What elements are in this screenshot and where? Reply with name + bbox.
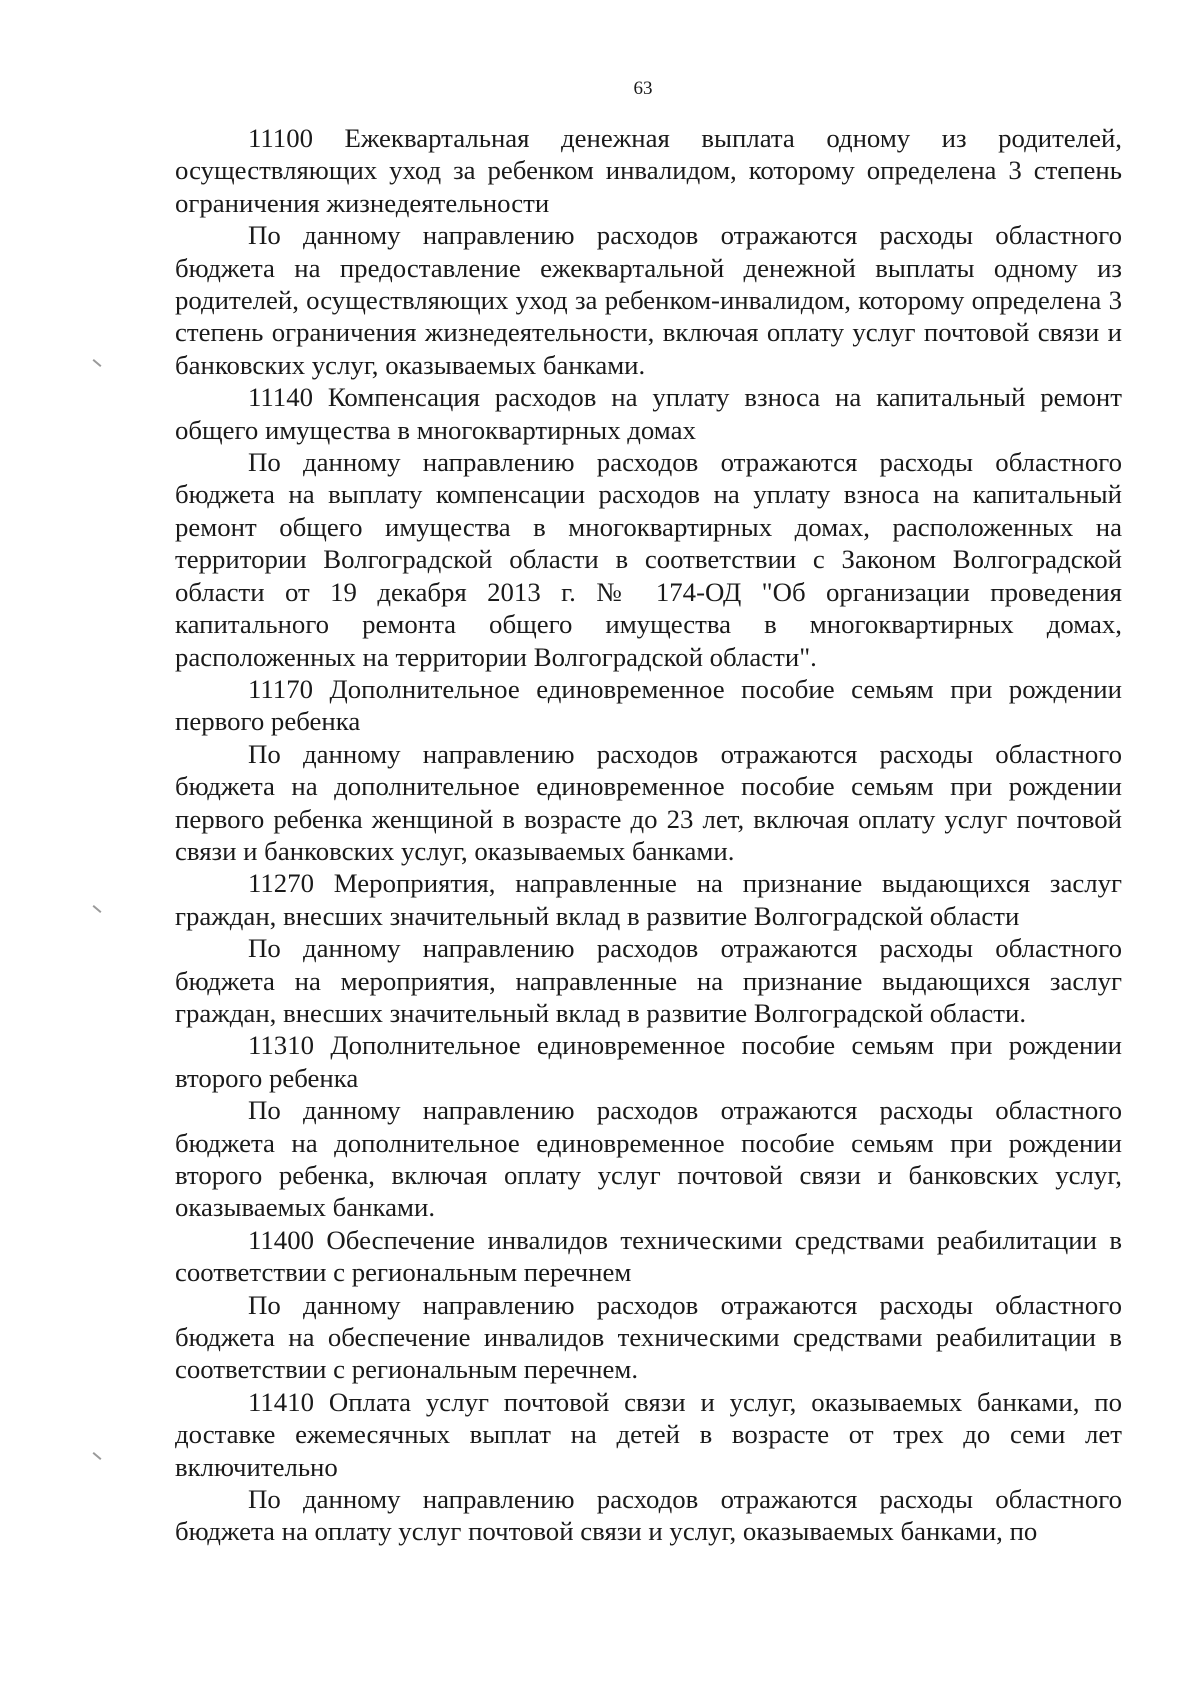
page-number: 63	[633, 78, 653, 99]
section-heading-11310: 11310 Дополнительное единовременное пособие семьям при рождении второго ребенка	[175, 1030, 1122, 1093]
section-paragraph-11100: По данному направлению расходов отражаются расходы областного бюджета на предоставление ежеквартальной денежной выплаты одному из родителей, осуществляющих уход за ребенком-инвалидом, которому определена 3 степень ограничения жизнедеятельности, включая оплату услуг почтовой связи и банковских услуг, оказываемых банками.	[175, 220, 1122, 380]
section-heading-11400: 11400 Обеспечение инвалидов техническими средствами реабилитации в соответствии с региональным перечнем	[175, 1224, 1122, 1288]
scan-artifact	[93, 905, 102, 913]
section-paragraph-11140: По данному направлению расходов отражаются расходы областного бюджета на выплату компенсации расходов на уплату взноса на капитальный ремонт общего имущества в многоквартирных домах, расположенных на территории Волгоградской области в соответствии с Законом Волгоградской области от 19 декабря 2013 г. № 174-ОД "Об организации проведения капитального ремонта общего имущества в многоквартирных домах, расположенных на территории Волгоградской области".	[175, 447, 1122, 672]
section-paragraph-11310: По данному направлению расходов отражаются расходы областного бюджета на дополнительное единовременное пособие семьям при рождении второго ребенка, включая оплату услуг почтовой связи и банковских услуг, оказываемых банками.	[175, 1095, 1122, 1223]
section-heading-11170: 11170 Дополнительное единовременное пособие семьям при рождении первого ребенка	[175, 673, 1122, 737]
section-paragraph-11170: По данному направлению расходов отражаются расходы областного бюджета на дополнительное единовременное пособие семьям при рождении первого ребенка женщиной в возрасте до 23 лет, включая оплату услуг почтовой связи и банковских услуг, оказываемых банками.	[175, 738, 1122, 866]
scan-artifact	[93, 359, 102, 367]
section-paragraph-11410: По данному направлению расходов отражаются расходы областного бюджета на оплату услуг почтовой связи и услуг, оказываемых банками, по	[175, 1484, 1122, 1547]
section-heading-11410: 11410 Оплата услуг почтовой связи и услуг, оказываемых банками, по доставке ежемесячных выплат на детей в возрасте от трех до семи лет включительно	[175, 1386, 1122, 1482]
document-body	[175, 122, 1122, 1548]
section-paragraph-11270: По данному направлению расходов отражаются расходы областного бюджета на мероприятия, направленные на признание выдающихся заслуг граждан, внесших значительный вклад в развитие Волгоградской области.	[175, 933, 1122, 1028]
section-heading-11100: 11100 Ежеквартальная денежная выплата одному из родителей, осуществляющих уход за ребенком инвалидом, которому определена 3 степень ограничения жизнедеятельности	[175, 123, 1122, 218]
section-paragraph-11400: По данному направлению расходов отражаются расходы областного бюджета на обеспечение инвалидов техническими средствами реабилитации в соответствии с региональным перечнем.	[175, 1289, 1122, 1385]
section-heading-11270: 11270 Мероприятия, направленные на признание выдающихся заслуг граждан, внесших значительный вклад в развитие Волгоградской области	[175, 868, 1122, 931]
scan-artifact	[93, 1452, 102, 1460]
section-heading-11140: 11140 Компенсация расходов на уплату взноса на капитальный ремонт общего имущества в многоквартирных домах	[175, 382, 1122, 445]
